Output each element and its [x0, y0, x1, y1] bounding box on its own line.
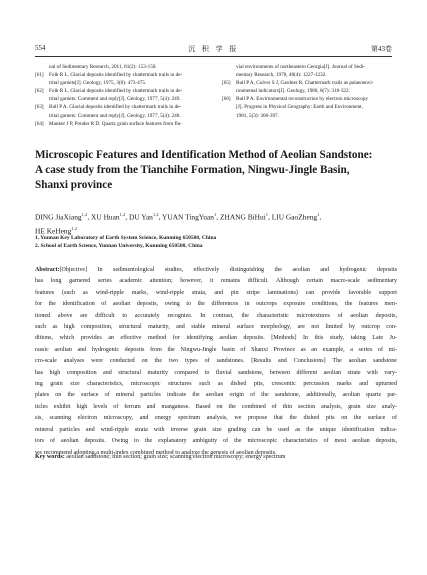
reference-text: ronmental indicators[J]. Geology, 1980, 8(7): 318-322. — [236, 88, 350, 95]
abstract-line — [35, 345, 397, 356]
abstract-text: sis, scanning electron microscopy, and energy spectrum analysis, we propose that the dished pits on the surface of — [35, 415, 397, 422]
reference-line — [35, 95, 216, 103]
author-affiliation-mark: 1,2 — [71, 226, 78, 232]
abstract-text: ing grain size characteristics, microscopic structures such as dished pits, crescentic percussion marks and upturned — [35, 381, 397, 388]
abstract-text: has high composition and structural maturity compared to fluvial sandstone, between different aeolian strate with vary- — [35, 369, 397, 376]
reference-text: [J]. Progress in Physical Geography: Earth and Environment, — [236, 104, 363, 111]
title-line: Shanxi province — [35, 179, 113, 191]
reference-line — [222, 71, 394, 79]
keywords-text: aeolian sandstone; thin section; grain size; scanning electron microscopy; energy spectrum — [66, 454, 286, 460]
reference-text: Folk R L. Glacial deposits identified by chattermark trails in de- — [49, 88, 183, 95]
affiliation: 1. Yunnan Key Laboratory of Earth System Science, Kunming 650500, China — [35, 235, 217, 241]
abstract-line — [35, 425, 397, 436]
reference-line — [35, 63, 216, 71]
abstract-line — [35, 322, 397, 333]
volume-number: 第43卷 — [371, 45, 392, 53]
author-affiliation-mark: 1,2 — [81, 212, 88, 217]
reference-text: Manker J P, Ponder R D. Quartz grain surface features from flu- — [49, 120, 182, 127]
author-name: XU Huan — [91, 212, 120, 222]
title-line: Microscopic Features and Identification Method of Aeolian Sandstone: — [35, 149, 373, 161]
abstract-line — [35, 368, 397, 379]
abstract-line — [35, 276, 397, 287]
reference-number: [62] — [35, 88, 44, 95]
abstract-text: plates on the surface of mineral particles indicate the aeolian origin of the sandstone, additionally, aeolian quartz par- — [35, 392, 397, 399]
reference-line — [222, 95, 394, 103]
reference-line — [35, 112, 216, 120]
keywords — [35, 453, 397, 462]
reference-line — [35, 87, 216, 95]
reference-text: trital garnets[J]. Geology, 1975, 3(8): 473-475. — [49, 80, 147, 87]
reference-text: vial environments of northeastern Georgia[J]. Journal of Sedi- — [236, 64, 365, 70]
reference-text: trital garnets: Comment and reply[J]. Geology, 1977, 5(4): 248. — [49, 112, 181, 119]
journal-title: 沉 积 学 报 — [188, 45, 239, 53]
author-affiliation-mark: 1,2 — [119, 212, 126, 217]
abstract-text: tioned above are difficult to accurately recognize. In contrast, the characteristic microtextures of aeolian deposits, — [35, 312, 397, 319]
abstract-text: cro-scale analyses were conducted on the two types of sandstones. [Results and Conclusions] The aeolian sandstone — [35, 358, 397, 365]
reference-number: [63] — [35, 104, 44, 111]
abstract-text: features (such as wind-ripple marks, wind-ripple strata, and pin stripe laminations) can provide favorable support — [35, 289, 397, 296]
page-number: 554 — [35, 44, 46, 52]
reference-line — [222, 79, 394, 87]
reference-line — [35, 71, 216, 79]
author-affiliation-mark: 1 — [265, 212, 269, 217]
reference-text: Bull P A. Environmental reconstruction by electron microscopy — [236, 96, 369, 103]
reference-text: nal of Sedimentary Research, 2011, 81(2): 153-158. — [49, 64, 157, 70]
reference-list-left — [35, 63, 216, 128]
reference-line — [222, 103, 394, 111]
abstract-text: ditions, which provides an effective method for identifying aeolian deposits. [Methods] In this study, taking Late Ju- — [35, 335, 397, 342]
abstract-line — [35, 265, 397, 276]
author-line: DING JiaXiang$^{1,2}$, XU Huan$^{1,2}$, DU Yan$^{1,2}$, YUAN TingYuan$^1$, ZHANG BiHui$^1$, LIU GaoZheng$^1$, — [35, 212, 322, 222]
author-name: DING JiaXiang — [35, 212, 82, 222]
running-header — [35, 44, 392, 57]
abstract-label: Abstract: — [35, 267, 60, 273]
abstract-line — [35, 390, 397, 401]
author-name: YUAN TingYuan — [162, 212, 214, 222]
abstract-text: has long garnered series academic attention; however, it remains difficult. Although certain macro-scale sedimentary — [35, 278, 397, 285]
abstract-line — [35, 299, 397, 310]
reference-text: Bull P A. Glacial deposits identified by chattermark trails in de- — [49, 104, 182, 111]
reference-text: 1981, 5(3): 368-397. — [236, 112, 279, 119]
author-name: DU Yan — [129, 212, 153, 222]
keywords-label: Key words: — [35, 454, 65, 460]
abstract-line — [35, 333, 397, 344]
abstract-line — [35, 356, 397, 367]
abstract-text: tors of aeolian deposits. Owing to the explanatory ambiguity of the microscopic characteristics of most aeolian deposits, — [35, 438, 397, 445]
reference-number: [61] — [35, 72, 44, 79]
reference-line — [222, 112, 394, 120]
abstract — [35, 265, 397, 459]
article-title — [35, 148, 397, 193]
affiliations — [35, 234, 395, 250]
reference-line — [222, 63, 394, 71]
reference-text: mentary Research, 1978, 48(4): 1227-1232. — [236, 72, 327, 79]
reference-text: Bull P A, Culver S J, Gardner R. Chattermark trails as palaeoenvi- — [236, 80, 374, 87]
author-name: ZHANG BiHui — [219, 212, 266, 222]
abstract-line — [35, 436, 397, 447]
abstract-text: we recommend adopting a multi-index combined method to analyze the genesis of aeolian deposits. — [35, 449, 277, 456]
abstract-text: mineral particles and wind-ripple strata with inverse grain size grading can be used as the unique identification indica- — [35, 426, 397, 433]
abstract-text: ticles exhibit high levels of ferrum and manganese. Based on the combined of thin section analysis, grain size analy- — [35, 403, 397, 410]
title-line: A case study from the Tianchihe Formation, Ningwu-Jingle Basin, — [35, 164, 350, 176]
affiliation: 2. School of Earth Science, Yunnan University, Kunming 650500, China — [35, 243, 203, 249]
abstract-text: rassic aeolian and hydrogenic deposits from the Ningwu-Jingle basin of Shanxi Province as an example, a series of mi- — [35, 346, 397, 353]
author-name: HE KeHeng — [35, 226, 72, 236]
reference-number: [64] — [35, 120, 44, 127]
author-name: LIU GaoZheng — [271, 212, 318, 222]
reference-list-right — [222, 63, 394, 120]
abstract-text: for the identification of aeolian deposits, owing to the differences in outcrops exposure conditions, the features men- — [35, 301, 397, 308]
abstract-line — [35, 311, 397, 322]
reference-number: [65] — [222, 80, 231, 87]
abstract-text: such as high composition, structural maturity, and stable mineral surface morphology, are not limited by outcrop con- — [35, 324, 397, 331]
reference-line — [35, 120, 216, 128]
reference-line — [222, 87, 394, 95]
abstract-line — [35, 379, 397, 390]
reference-text: trital garnets: Comment and reply[J]. Geology, 1977, 5(4): 249. — [49, 96, 181, 103]
abstract-line — [35, 413, 397, 424]
author-affiliation-mark: 1,2 — [152, 212, 159, 217]
reference-text: Folk R L. Glacial deposits identified by chattermark trails in de- — [49, 72, 183, 79]
reference-number: [66] — [222, 96, 231, 103]
abstract-text: [Objective] In sedimentological studies, effectively distinguishing the aeolian and hydrogenic deposits — [59, 267, 397, 273]
author-affiliation-mark: 1 — [317, 212, 320, 217]
abstract-line — [35, 402, 397, 413]
abstract-line — [35, 288, 397, 299]
author-affiliation-mark: 1 — [213, 212, 217, 217]
reference-line — [35, 79, 216, 87]
reference-line — [35, 103, 216, 111]
